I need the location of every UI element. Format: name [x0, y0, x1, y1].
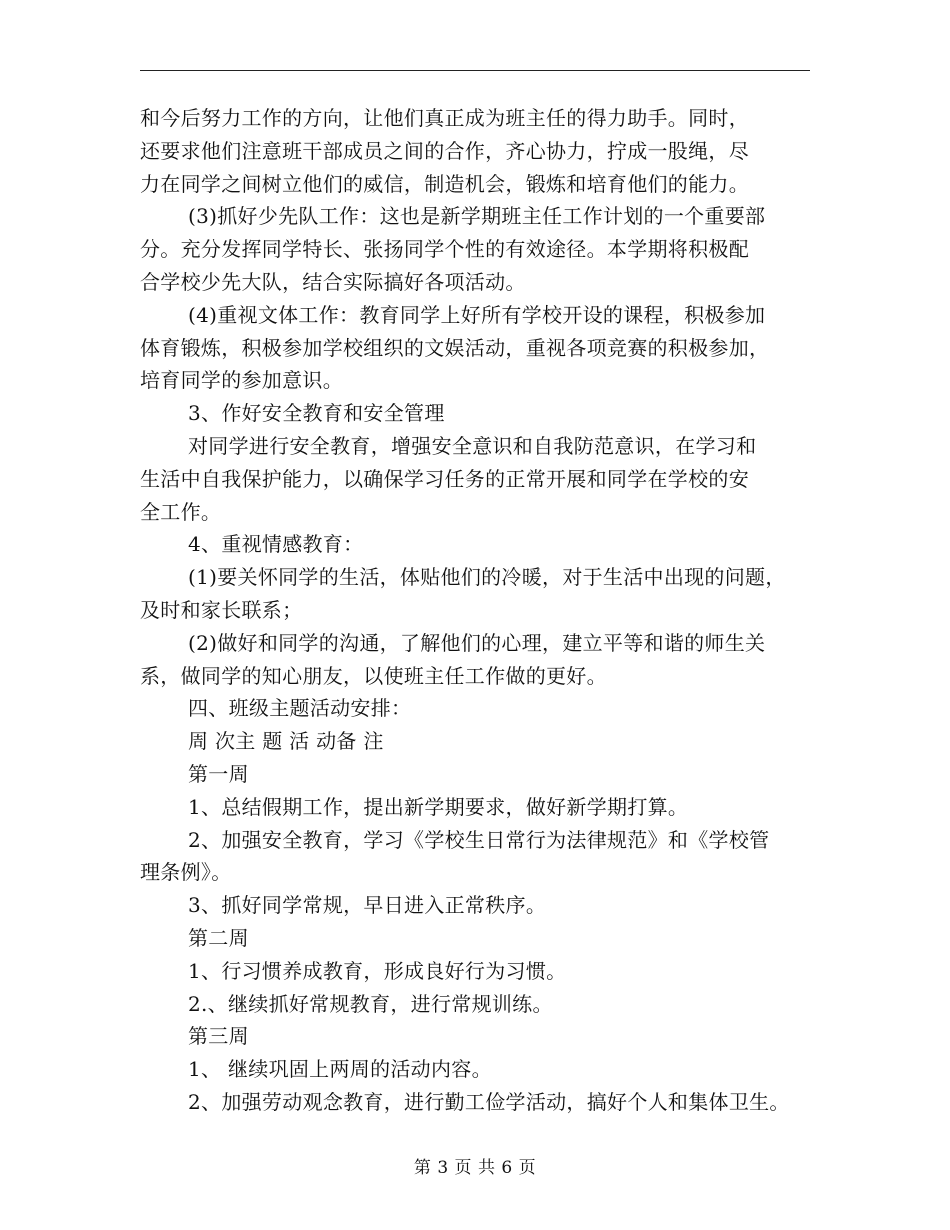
text-line: 系，做同学的知心朋友，以使班主任工作做的更好。 [140, 663, 607, 688]
text-line: 培育同学的参加意识。 [140, 368, 343, 393]
text-line: 2、加强安全教育，学习《学校生日常行为法律规范》和《学校管 [188, 827, 770, 852]
text-line: 合学校少先大队，结合实际搞好各项活动。 [140, 269, 526, 294]
text-line: 和今后努力工作的方向，让他们真正成为班主任的得力助手。同时， [140, 106, 749, 130]
page-footer: 第 3 页 共 6 页 [413, 1158, 537, 1178]
text-line: 还要求他们注意班干部成员之间的合作，齐心协力，拧成一股绳，尽 [140, 138, 749, 163]
text-line: 第二周 [188, 925, 249, 950]
text-line: 四、班级主题活动安排： [188, 696, 412, 721]
text-line: (1)要关怀同学的生活，体贴他们的冷暖，对于生活中出现的问题， [188, 565, 786, 590]
text-line: (4)重视文体工作：教育同学上好所有学校开设的课程，积极参加 [188, 302, 766, 327]
text-line: 周 次主 题 活 动备 注 [188, 729, 384, 754]
text-line: 力在同学之间树立他们的威信，制造机会，锻炼和培育他们的能力。 [140, 171, 749, 196]
text-line: 及时和家长联系； [140, 597, 303, 622]
text-line: 2、加强劳动观念教育，进行勤工俭学活动，搞好个人和集体卫生。 [188, 1089, 790, 1114]
text-line: 对同学进行安全教育，增强安全意识和自我防范意识，在学习和 [188, 433, 757, 458]
text-line: 1、总结假期工作，提出新学期要求，做好新学期打算。 [188, 794, 689, 819]
text-line: 全工作。 [140, 499, 222, 524]
text-line: 第一周 [188, 761, 249, 786]
text-line: 1、 继续巩固上两周的活动内容。 [188, 1057, 492, 1082]
text-line: 4、重视情感教育： [188, 532, 364, 557]
document-body [140, 102, 820, 1119]
text-line: (2)做好和同学的沟通，了解他们的心理，建立平等和谐的师生关 [188, 630, 766, 655]
text-line: (3)抓好少先队工作：这也是新学期班主任工作计划的一个重要部 [188, 204, 766, 229]
text-line: 3、作好安全教育和安全管理 [188, 401, 445, 426]
text-line: 2.、继续抓好常规教育，进行常规训练。 [188, 991, 553, 1016]
text-line: 分。充分发挥同学特长、张扬同学个性的有效途径。本学期将积极配 [140, 237, 749, 262]
header-rule [140, 70, 810, 71]
text-line: 理条例》。 [140, 860, 232, 885]
text-line: 3、抓好同学常规，早日进入正常秩序。 [188, 893, 547, 918]
text-line: 生活中自我保护能力，以确保学习任务的正常开展和同学在学校的安 [140, 466, 749, 491]
text-line: 第三周 [188, 1024, 249, 1049]
text-line: 1、行习惯养成教育，形成良好行为习惯。 [188, 958, 567, 983]
text-line: 体育锻炼，积极参加学校组织的文娱活动，重视各项竞赛的积极参加， [140, 335, 770, 360]
